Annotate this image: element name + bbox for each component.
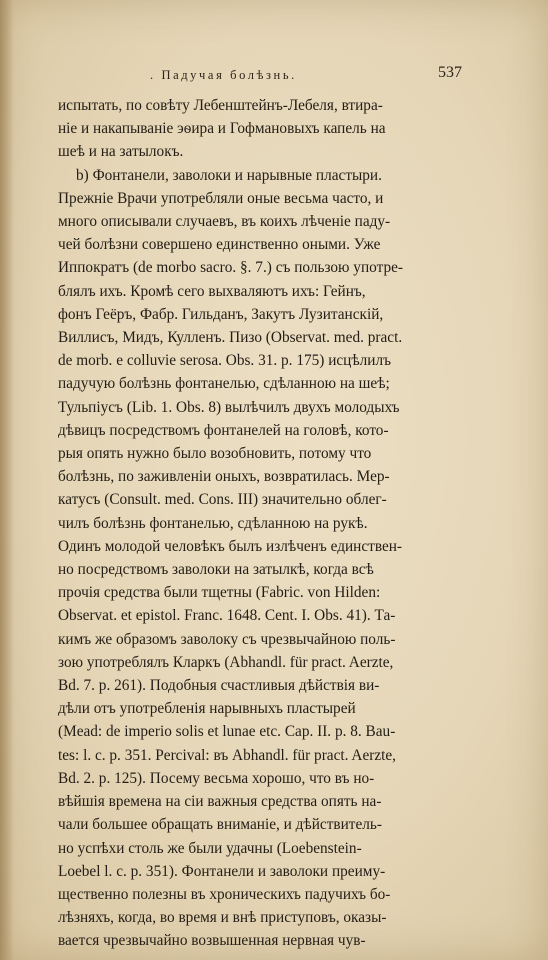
text-line: Bd. 2. p. 125). Посему весьма хорошо, что въ но- [58,769,375,787]
body-text [58,94,476,953]
text-line: блялъ ихъ. Кромѣ сего выхваляютъ ихъ: Гейнъ, [58,282,366,300]
text-line: Тульпіусъ (Lib. 1. Obs. 8) вылѣчилъ двухъ молодыхъ [58,398,400,416]
text-line: дѣвицъ посредствомъ фонтанелей на головѣ, кото- [58,421,389,439]
text-line: щественно полезны въ хроническихъ падучихъ бо- [58,885,391,903]
text-line: ніе и накапываніе эѳира и Гофмановыхъ капель на [58,120,386,138]
text-line: вѣйшія времена на сіи важныя средства опять на- [58,793,382,811]
running-header [0,64,548,88]
section-heading-line: b) Фонтанели, заволоки и нарывные пластыри. [76,166,382,184]
text-line: много описывали случаевъ, въ коихъ лѣченіе паду- [58,213,391,231]
text-line: Observat. et epistol. Franc. 1648. Cent. I. Obs. 41). Та- [58,607,396,625]
text-line: падучую болѣзнь фонтанелью, сдѣланною на шеѣ; [58,375,390,393]
text-line: tes: l. c. p. 351. Percival: въ Abhandl. für pract. Aerzte, [58,746,397,764]
page-number: 537 [438,64,462,81]
text-line: чилъ болѣзнь фонтанелью, сдѣланною на рукѣ. [58,514,368,532]
text-line: кимъ же образомъ заволоку съ чрезвычайною поль- [58,630,396,648]
text-line: катусъ (Consult. med. Cons. III) значительно облег- [58,491,387,509]
text-line: Иппократъ (de morbo sacro. §. 7.) съ пользою употре- [58,259,403,277]
text-line: Виллисъ, Мидъ, Кулленъ. Пизо (Observat. med. pract. [58,329,403,347]
text-line: фонъ Геёръ, Фабр. Гильданъ, Закутъ Лузитанскій, [58,305,384,323]
running-title: . Падучая болѣзнь. [150,68,297,82]
text-line: Loebel l. c. p. 351). Фонтанели и заволоки преиму- [58,862,386,880]
text-line: прочія средства были тщетны (Fabric. von Hilden: [58,584,381,602]
text-line: но посредствомъ заволоки на затылкѣ, когда всѣ [58,561,374,579]
text-line: вается чрезвычайно возвышенная нервная чув- [58,932,366,950]
text-line: болѣзнь, по заживленіи оныхъ, возвратилась. Мер- [58,468,390,486]
text-line: испытать, по совѣту Лебенштейнъ-Лебеля, втира- [58,97,383,114]
text-line: лѣзняхъ, когда, во время и внѣ приступовъ, оказы- [58,909,387,927]
text-line: но успѣхи столь же были удачны (Loebenstein- [58,839,362,857]
text-line: de morb. e colluvie serosa. Obs. 31. p. 175) исцѣлилъ [58,352,392,370]
text-line: зою употреблялъ Кларкъ (Abhandl. für pract. Aerzte, [58,653,394,671]
text-line: Одинъ молодой человѣкъ былъ излѣченъ единствен- [58,537,403,555]
text-line: рыя опять нужно было возобновить, потому что [58,445,372,463]
text-line: дѣли отъ употребленія нарывныхъ пластырей [58,700,356,718]
text-line: (Mead: de imperio solis et lunae etc. Cap. II. p. 8. Bau- [58,723,396,741]
text-line: Прежніе Врачи употребляли оные весьма часто, и [58,189,384,207]
page-binding-shadow [0,0,14,960]
text-line: чей болѣзни совершено единственно оными. Уже [58,236,381,254]
text-line: чали большее обращать вниманіе, и дѣйствитель- [58,816,382,834]
text-line: Bd. 7. p. 261). Подобныя счастливыя дѣйствія ви- [58,677,380,695]
text-line: шеѣ и на затылокъ. [58,143,184,161]
